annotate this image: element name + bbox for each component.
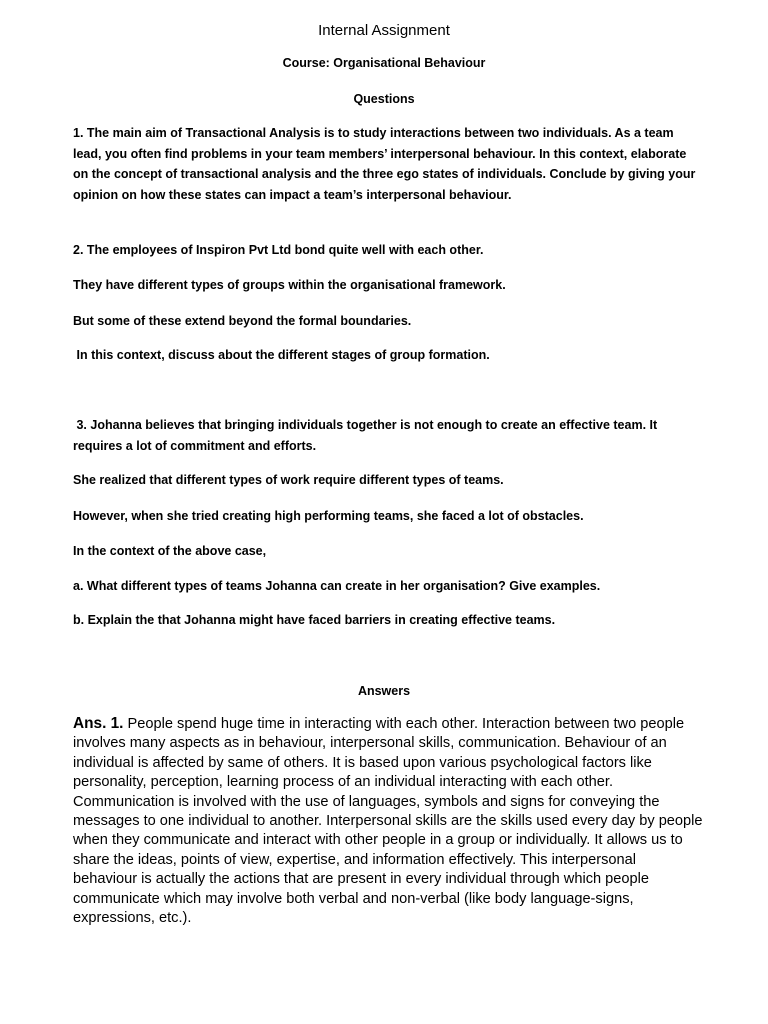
course-title: Course: Organisational Behaviour bbox=[282, 56, 486, 70]
question-2-line-4: In this context, discuss about the different stages of group formation. bbox=[73, 348, 490, 362]
question-3-context: In the context of the above case, bbox=[73, 544, 267, 558]
question-3-line-2: She realized that different types of work require different types of teams. bbox=[73, 473, 504, 487]
question-3-line-3: However, when she tried creating high performing teams, she faced a lot of obstacles. bbox=[73, 509, 584, 523]
question-2-line-2: They have different types of groups within the organisational framework. bbox=[73, 278, 506, 292]
answers-heading: Answers bbox=[357, 684, 411, 698]
answer-1 bbox=[73, 714, 703, 928]
question-2-line-1: 2. The employees of Inspiron Pvt Ltd bond quite well with each other. bbox=[73, 243, 484, 257]
answer-1-label: Ans. 1. bbox=[73, 715, 124, 732]
question-3-intro: 3. Johanna believes that bringing individuals together is not enough to create an effective team. It requires a lot of commitment and efforts. bbox=[73, 418, 661, 453]
question-2-line-3: But some of these extend beyond the formal boundaries. bbox=[73, 314, 412, 328]
question-3a: a. What different types of teams Johanna can create in her organisation? Give examples. bbox=[73, 579, 601, 593]
answer-1-text: People spend huge time in interacting with each other. Interaction between two people involves many aspects as in behaviour, interpersonal skills, communication. Behaviour of an individual is affected by same of others. It is based upon various psychological factors like personality, perception, learning process of an individual interacting with each other. Communication is involved with the use of languages, symbols and signs for conveying the messages to one individual to another. Interpersonal skills are the skills used every day by people when they communicate and interact with other people in a group or individually. It allows us to share the ideas, points of view, expertise, and information effectively. This interpersonal behaviour is actually the actions that are present in every individual through which people communicate which may involve both verbal and non-verbal (like body language-signs, expressions, etc.). bbox=[73, 716, 703, 927]
document-title: Internal Assignment bbox=[318, 22, 450, 39]
question-3b: b. Explain the that Johanna might have faced barriers in creating effective teams. bbox=[73, 613, 556, 627]
questions-heading: Questions bbox=[353, 92, 415, 106]
question-1: 1. The main aim of Transactional Analysis is to study interactions between two individuals. As a team lead, you often find problems in your team members’ interpersonal behaviour. In this context, elaborate on the concept of transactional analysis and the three ego states of individuals. Conclude by giving your opinion on how these states can impact a team’s interpersonal behaviour. bbox=[73, 126, 699, 202]
